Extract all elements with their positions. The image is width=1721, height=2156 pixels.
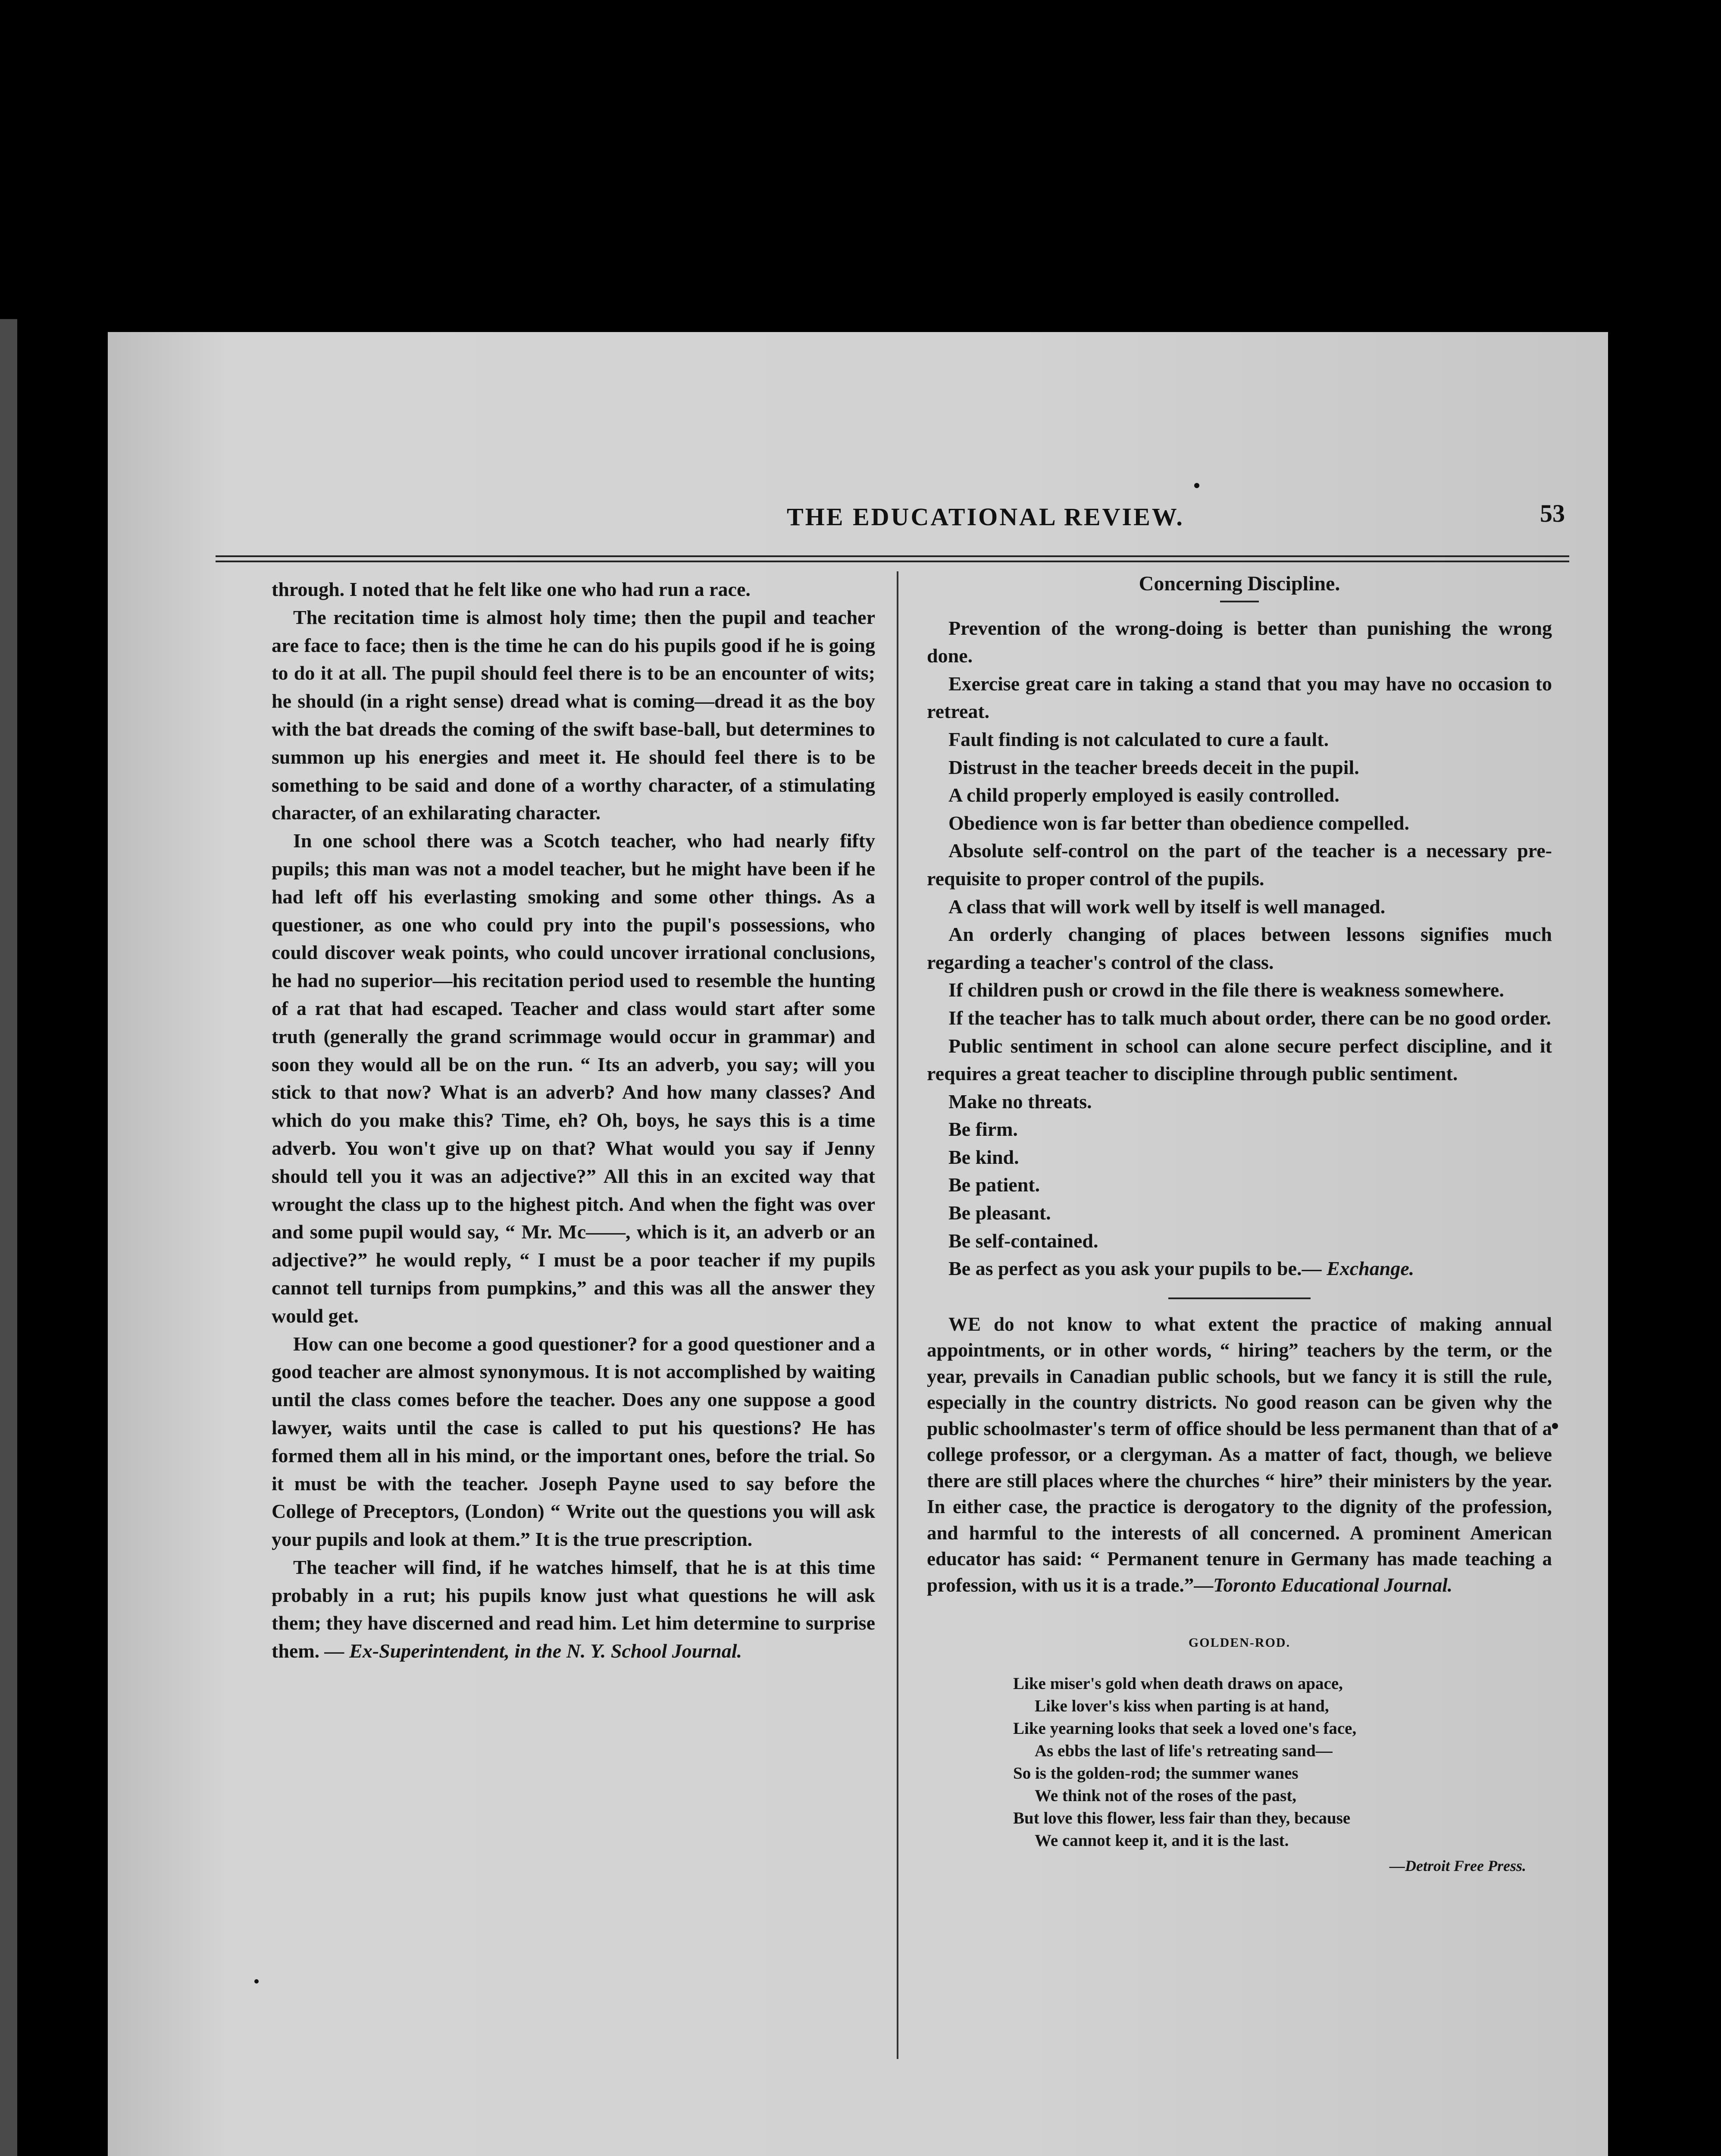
maxim: Distrust in the teacher breeds deceit in the pupil. <box>948 756 1359 778</box>
maxim: If the teacher has to talk much about order, there can be no good order. <box>948 1006 1551 1029</box>
poem-line: Like lover's kiss when parting is at hand, <box>1035 1696 1329 1715</box>
header-rule-top <box>216 555 1569 557</box>
editorial-text: WE do not know to what extent the practice of making annual appointments, or in other words, “ hiring” teachers by the term, or the year, prevails in Canadian public schools, but we fancy it is still the rule, especially in the country districts. No good reason can be given why the public schoolmaster's term of office should be less permanent than that of a college professor, or a clergyman. As a matter of fact, though, we believe there are still places where the churches “ hire” their ministers by the year. In either case, the practice is derogatory to the dignity of the profession, and harmful to the interests of all concerned. A prominent American educator has said: “ Permanent tenure in Germany has made teaching a profession, with us it is a trade.”— <box>927 1313 1552 1596</box>
short-maxim: Be kind. <box>948 1146 1019 1168</box>
closing-maxim-text: Be as perfect as you ask your pupils to be.— <box>948 1257 1322 1280</box>
poem-credit: —Detroit Free Press. <box>1389 1857 1526 1874</box>
maxim: A class that will work well by itself is well managed. <box>948 895 1386 918</box>
ink-speck <box>1194 483 1199 488</box>
short-maxim: Make no threats. <box>948 1090 1092 1112</box>
short-maxim: Be self-contained. <box>948 1229 1098 1252</box>
maxim: Obedience won is far better than obedience compelled. <box>948 812 1409 834</box>
article-attribution: — Ex-Superintendent, in the N. Y. School Journal. <box>324 1640 742 1662</box>
paragraph: through. I noted that he felt like one who had run a race. <box>272 578 751 600</box>
maxim: Absolute self-control on the part of the teacher is a necessary pre-requisite to proper control of the pupils. <box>927 840 1552 890</box>
closing-source: Exchange. <box>1327 1257 1414 1280</box>
poem-line: We cannot keep it, and it is the last. <box>1035 1831 1289 1850</box>
left-column <box>272 576 875 1665</box>
poem-line: But love this flower, less fair than they, because <box>1013 1808 1351 1827</box>
page-header <box>216 499 1565 541</box>
facing-page-edge <box>0 319 17 2156</box>
paragraph-text: The teacher will find, if he watches himself, that he is at this time probably in a rut; his pupils know just what questions he will ask them; they have discerned and read him. Let him determine to surprise them. <box>272 1556 875 1662</box>
ink-speck <box>254 1979 259 1984</box>
column-divider <box>897 571 898 2059</box>
poem-line: We think not of the roses of the past, <box>1035 1786 1297 1805</box>
journal-page <box>108 332 1608 2156</box>
poem-line: Like miser's gold when death draws on apace, <box>1013 1674 1343 1693</box>
section-heading: Concerning Discipline. <box>1139 572 1340 595</box>
header-rule-bottom <box>216 561 1569 562</box>
closing-maxim <box>927 1255 1552 1283</box>
running-head: THE EDUCATIONAL REVIEW. <box>787 503 1184 531</box>
editorial-source: Toronto Educational Journal. <box>1213 1574 1452 1596</box>
short-maxim: Be firm. <box>948 1118 1018 1141</box>
editorial-paragraph <box>927 1311 1552 1598</box>
paragraph <box>272 1554 875 1665</box>
maxim: Exercise great care in taking a stand that you may have no occasion to retreat. <box>927 672 1552 723</box>
poem-title: GOLDEN-ROD. <box>1188 1636 1291 1650</box>
maxim: If children push or crowd in the file there is weakness somewhere. <box>948 979 1504 1001</box>
poem <box>927 1673 1552 1852</box>
short-maxim: Be pleasant. <box>948 1202 1051 1224</box>
section-divider <box>1168 1297 1311 1299</box>
poem-line: Like yearning looks that seek a loved one's face, <box>1013 1719 1357 1738</box>
short-maxim: Be patient. <box>948 1174 1040 1196</box>
paragraph: The recitation time is almost holy time; then the pupil and teacher are face to face; then is the time he can do his pupils good if he is going to do it at all. The pupil should feel there is to be an encounter of wits; he should (in a right sense) dread what is coming—dread it as the boy with the bat dreads the coming of the swift base-ball, but determines to summon up his energies and meet it. He should feel there is to be something to be said and done of a worthy character, of a stimulating character, of an exhilarating character. <box>272 606 875 824</box>
maxim: A child properly employed is easily controlled. <box>948 784 1339 806</box>
page-number: 53 <box>1540 499 1565 527</box>
heading-rule <box>1220 601 1259 602</box>
maxim: Public sentiment in school can alone secure perfect discipline, and it requires a great teacher to discipline through public sentiment. <box>927 1034 1552 1085</box>
maxim: Fault finding is not calculated to cure a fault. <box>948 728 1329 750</box>
ink-speck <box>1552 1423 1558 1429</box>
poem-line: As ebbs the last of life's retreating sand— <box>1035 1741 1333 1760</box>
poem-line: So is the golden-rod; the summer wanes <box>1013 1764 1299 1783</box>
maxim: An orderly changing of places between lessons signifies much regarding a teacher's control of the class. <box>927 923 1552 973</box>
paragraph: How can one become a good questioner? for a good questioner and a good teacher are almost synonymous. It is not accomplished by waiting until the class comes before the teacher. Does any one suppose a good lawyer, waits until the case is called to put his questions? He has formed them all in his mind, or the important ones, before the trial. So it must be with the teacher. Joseph Payne used to say before the College of Preceptors, (London) “ Write out the questions you will ask your pupils and look at them.” It is the true prescription. <box>272 1332 875 1551</box>
paragraph: In one school there was a Scotch teacher, who had nearly fifty pupils; this man was not a model teacher, but he might have been if he had left off his everlasting smoking and some other things. As a questioner, as one who could pry into the pupil's possessions, who could discover weak points, who could uncover irrational conclusions, he had no superior—his recitation period used to resemble the hunting of a rat that had escaped. Teacher and class would start after some truth (generally the grand scrimmage would occur in grammar) and soon they would all be on the run. “ Its an adverb, you say; will you stick to that now? What is an adverb? And how many classes? And which do you make this? Time, eh? Oh, boys, he says this is a time adverb. You won't give up on that? What would you say if Jenny should tell you it was an adjective?” All this in an excited way that wrought the class up to the highest pitch. And when the fight was over and some pupil would say, “ Mr. Mc——, which is it, an adverb or an adjective?” he would reply, “ I must be a poor teacher if my pupils cannot tell turnips from pumpkins,” and this was all the answer they would get. <box>272 830 875 1327</box>
right-column <box>927 570 1552 1880</box>
maxim: Prevention of the wrong-doing is better than punishing the wrong done. <box>927 617 1552 667</box>
